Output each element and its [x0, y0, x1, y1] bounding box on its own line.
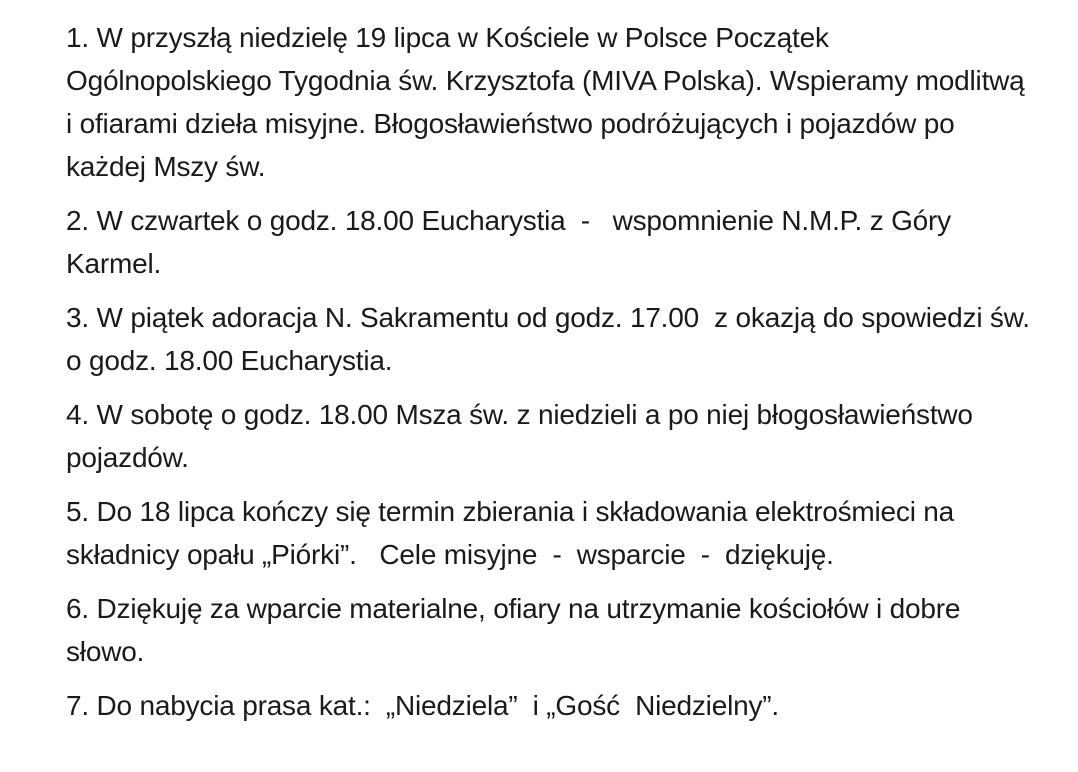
announcement-item-6: 6. Dziękuję za wparcie materialne, ofiary na utrzymanie kościołów i dobre słowo.	[66, 593, 968, 667]
announcement-item-4: 4. W sobotę o godz. 18.00 Msza św. z niedzieli a po niej błogosławieństwo pojazdów.	[66, 399, 981, 473]
announcements-list	[66, 16, 1038, 727]
announcement-item-1: 1. W przyszłą niedzielę 19 lipca w Kościele w Polsce Początek Ogólnopolskiego Tygodnia św. Krzysztofa (MIVA Polska). Wspieramy modlitwą i ofiarami dzieła misyjne. Błogosławieństwo podróżujących i pojazdów po każdej Mszy św.	[66, 22, 1033, 182]
announcement-item-7: 7. Do nabycia prasa kat.: „Niedziela” i „Gość Niedzielny”.	[66, 690, 779, 721]
announcement-item-3: 3. W piątek adoracja N. Sakramentu od godz. 17.00 z okazją do spowiedzi św. o godz. 18.00 Eucharystia.	[66, 302, 1038, 376]
announcement-item-5: 5. Do 18 lipca kończy się termin zbierania i składowania elektrośmieci na składnicy opału „Piórki”. Cele misyjne - wsparcie - dziękuję.	[66, 496, 962, 570]
announcement-item-2: 2. W czwartek o godz. 18.00 Eucharystia - wspomnienie N.M.P. z Góry Karmel.	[66, 205, 959, 279]
